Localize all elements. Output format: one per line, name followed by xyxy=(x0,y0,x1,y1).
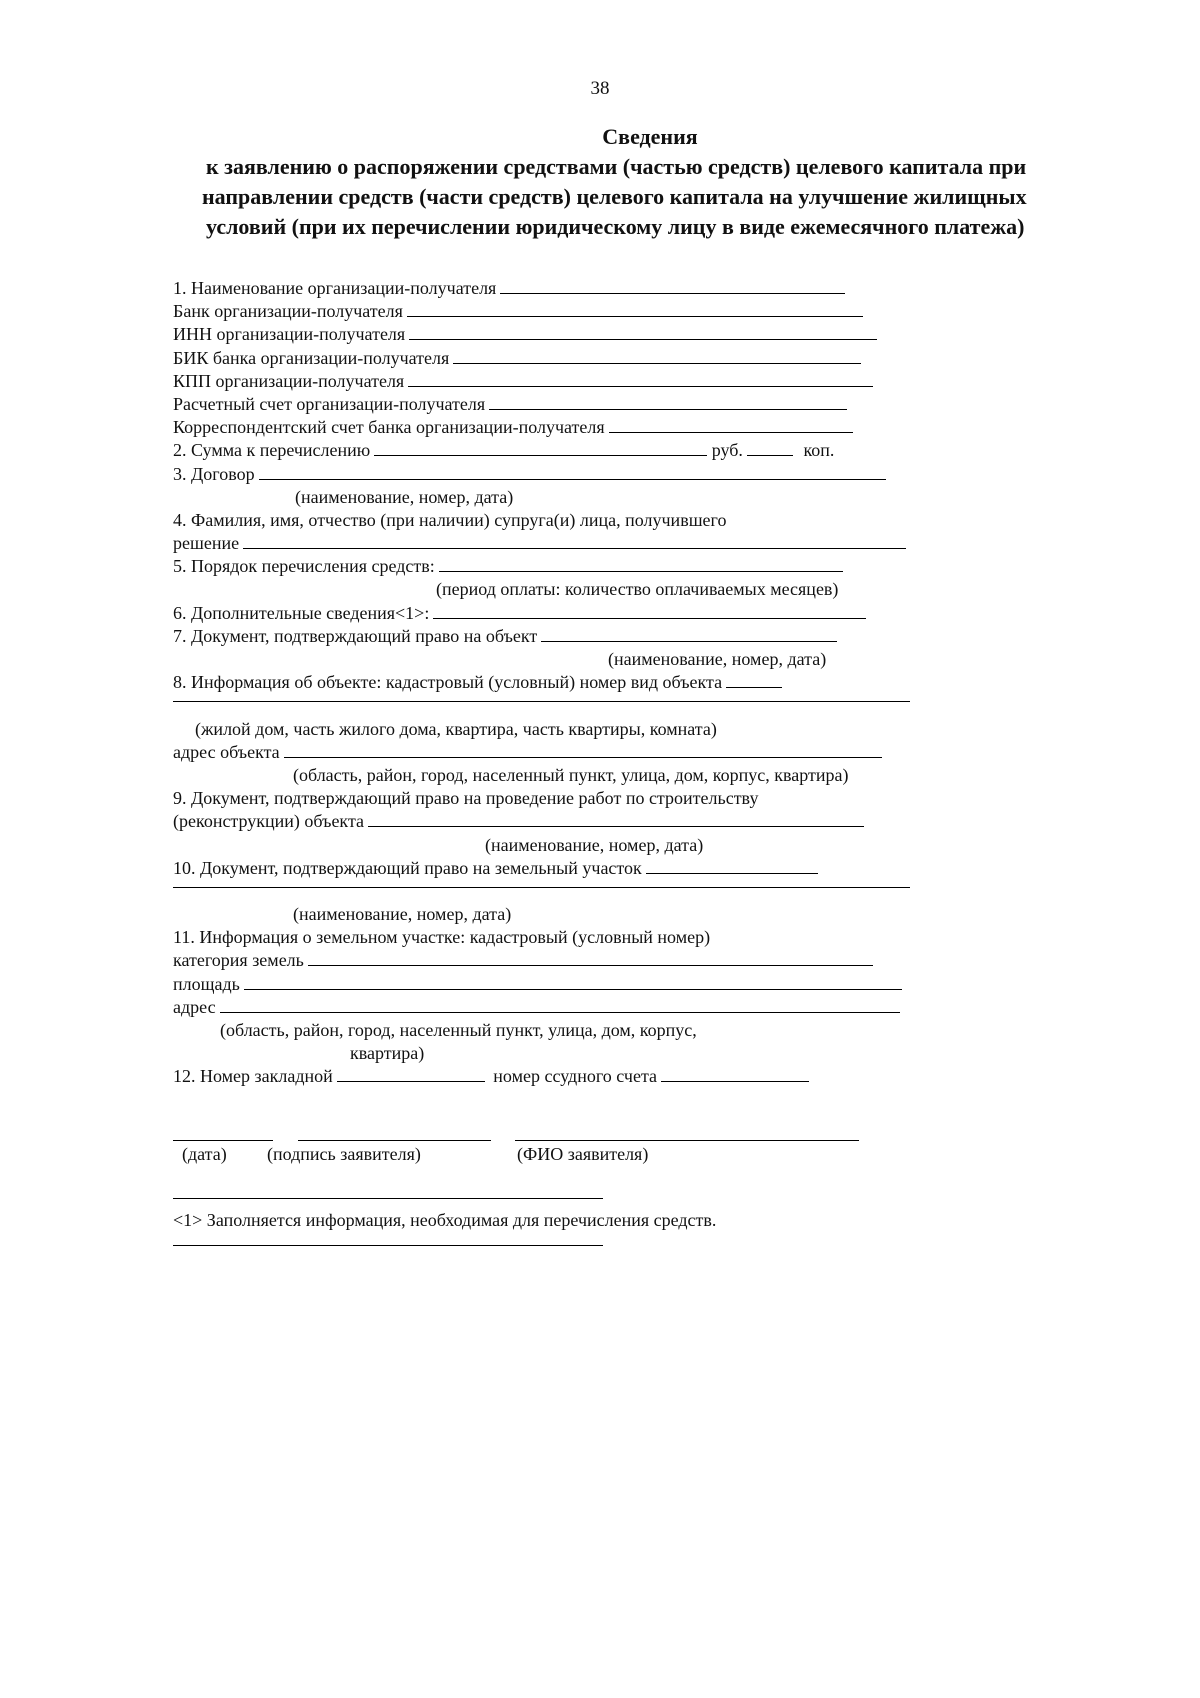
label-bik: БИК банка организации-получателя xyxy=(173,347,450,368)
inn-line[interactable] xyxy=(409,323,877,340)
label-construction-1: 9. Документ, подтверждающий право на проведение работ по строительству xyxy=(173,788,759,809)
field-kpp xyxy=(173,370,933,393)
land-doc-full-line[interactable] xyxy=(173,886,910,888)
field-object-address xyxy=(173,741,933,764)
additional-line[interactable] xyxy=(433,602,866,619)
hint-contract: (наименование, номер, дата) xyxy=(295,486,514,507)
org-name-line[interactable] xyxy=(500,277,845,294)
label-object-address: адрес объекта xyxy=(173,741,280,762)
field-contract xyxy=(173,463,933,486)
field-construction-1 xyxy=(173,787,933,810)
transfer-order-line[interactable] xyxy=(439,555,843,572)
label-inn: ИНН организации-получателя xyxy=(173,324,406,345)
hint-object-type: (жилой дом, часть жилого дома, квартира, часть квартиры, комната) xyxy=(195,718,717,739)
footnote-text: <1> Заполняется информация, необходимая для перечисления средств. xyxy=(173,1210,717,1230)
hint-construction: (наименование, номер, дата) xyxy=(485,834,704,855)
hint-land-address-2: квартира) xyxy=(350,1043,425,1064)
sum-kop-line[interactable] xyxy=(747,439,793,456)
field-corr-account xyxy=(173,416,933,439)
land-doc-line[interactable] xyxy=(646,857,818,874)
field-mortgage xyxy=(173,1065,933,1088)
object-info-line-row xyxy=(173,694,933,717)
label-date: (дата) xyxy=(182,1144,227,1164)
applicant-signature-line[interactable] xyxy=(298,1139,491,1141)
hint-construction-row xyxy=(173,834,933,857)
field-transfer-order xyxy=(173,555,933,578)
title-main: Сведения xyxy=(602,124,698,149)
land-doc-line-row xyxy=(173,880,933,903)
date-signature-line[interactable] xyxy=(173,1139,273,1141)
label-fio: (ФИО заявителя) xyxy=(517,1144,649,1164)
hint-contract-row xyxy=(173,486,933,509)
spouse-line[interactable] xyxy=(243,532,906,549)
label-land-info: 11. Информация о земельном участке: кадастровый (условный номер) xyxy=(173,927,711,948)
hint-land-address-row-1 xyxy=(173,1019,933,1042)
bank-line[interactable] xyxy=(407,300,863,317)
field-account xyxy=(173,393,933,416)
label-land-category: категория земель xyxy=(173,950,304,971)
footnote-separator-top xyxy=(173,1198,603,1199)
form-body xyxy=(173,277,933,1089)
title-line-1: к заявлению о распоряжении средствами (частью средств) целевого капитала при xyxy=(206,154,1027,179)
corr-account-line[interactable] xyxy=(609,416,853,433)
field-bank xyxy=(173,300,933,323)
hint-land-address-row-2 xyxy=(173,1042,933,1065)
field-inn xyxy=(173,323,933,346)
hint-object-address: (область, район, город, населенный пункт, улица, дом, корпус, квартира) xyxy=(293,764,849,785)
label-land-area: площадь xyxy=(173,973,240,994)
object-doc-line[interactable] xyxy=(541,625,837,642)
hint-transfer-row xyxy=(173,578,933,601)
hint-land-address-1: (область, район, город, населенный пункт, улица, дом, корпус, xyxy=(220,1020,697,1040)
construction-line[interactable] xyxy=(368,810,864,827)
label-mortgage: 12. Номер закладной xyxy=(173,1066,333,1087)
label-land-address: адрес xyxy=(173,996,216,1017)
field-land-address xyxy=(173,996,933,1019)
label-account: Расчетный счет организации-получателя xyxy=(173,393,486,414)
hint-object-doc-row xyxy=(173,648,933,671)
label-additional: 6. Дополнительные сведения<1>: xyxy=(173,602,430,623)
field-land-area xyxy=(173,973,933,996)
loan-account-line[interactable] xyxy=(661,1065,809,1082)
label-kop: коп. xyxy=(803,440,835,461)
label-object-doc: 7. Документ, подтверждающий право на объект xyxy=(173,625,538,646)
label-rub: руб. xyxy=(711,440,743,461)
contract-line[interactable] xyxy=(259,463,886,480)
label-contract: 3. Договор xyxy=(173,463,255,484)
label-loan-account: номер ссудного счета xyxy=(493,1066,658,1087)
object-info-line[interactable] xyxy=(173,700,910,702)
object-type-short-line[interactable] xyxy=(726,671,782,688)
sum-rub-line[interactable] xyxy=(374,439,707,456)
label-signature: (подпись заявителя) xyxy=(267,1144,421,1164)
document-title xyxy=(150,122,1150,242)
field-org-name xyxy=(173,277,933,300)
label-org-name: 1. Наименование организации-получателя xyxy=(173,278,497,298)
label-construction-2: (реконструкции) объекта xyxy=(173,811,365,832)
hint-transfer: (период оплаты: количество оплачиваемых месяцев) xyxy=(436,579,839,600)
field-spouse-1 xyxy=(173,509,933,532)
field-bik xyxy=(173,347,933,370)
page-number: 38 xyxy=(590,78,610,99)
kpp-line[interactable] xyxy=(408,370,873,387)
label-spouse-2: решение xyxy=(173,533,240,554)
land-area-line[interactable] xyxy=(244,973,902,990)
label-spouse-1: 4. Фамилия, имя, отчество (при наличии) супруга(и) лица, получившего xyxy=(173,509,727,530)
hint-land-doc-row xyxy=(173,903,933,926)
land-address-line[interactable] xyxy=(220,996,900,1013)
field-sum xyxy=(173,439,933,462)
hint-object-type-row xyxy=(173,718,933,741)
label-bank: Банк организации-получателя xyxy=(173,301,403,322)
field-spouse-2 xyxy=(173,532,933,555)
label-sum: 2. Сумма к перечислению xyxy=(173,440,371,461)
label-kpp: КПП организации-получателя xyxy=(173,370,405,391)
account-line[interactable] xyxy=(489,393,847,410)
applicant-fio-line[interactable] xyxy=(515,1139,859,1141)
hint-object-doc: (наименование, номер, дата) xyxy=(608,649,827,669)
field-land-category xyxy=(173,949,933,972)
mortgage-line[interactable] xyxy=(337,1065,485,1082)
field-object-doc xyxy=(173,625,933,648)
land-category-line[interactable] xyxy=(308,949,873,966)
field-land-doc xyxy=(173,857,933,880)
field-object-info xyxy=(173,671,933,694)
object-address-line[interactable] xyxy=(284,741,882,758)
label-land-doc: 10. Документ, подтверждающий право на земельный участок xyxy=(173,857,642,878)
hint-land-doc: (наименование, номер, дата) xyxy=(293,904,512,925)
field-land-info xyxy=(173,926,933,949)
hint-object-address-row xyxy=(173,764,933,787)
title-line-3: условий (при их перечислении юридическому лицу в виде ежемесячного платежа) xyxy=(206,214,1025,239)
title-line-2: направлении средств (части средств) целевого капитала на улучшение жилищных xyxy=(202,184,1027,209)
field-additional xyxy=(173,602,933,625)
bik-line[interactable] xyxy=(453,347,861,364)
label-transfer-order: 5. Порядок перечисления средств: xyxy=(173,556,435,577)
label-corr-account: Корреспондентский счет банка организации-получателя xyxy=(173,417,605,438)
label-object-info: 8. Информация об объекте: кадастровый (условный) номер вид объекта xyxy=(173,672,723,693)
footnote-separator-bottom xyxy=(173,1245,603,1246)
field-construction-2 xyxy=(173,810,933,833)
